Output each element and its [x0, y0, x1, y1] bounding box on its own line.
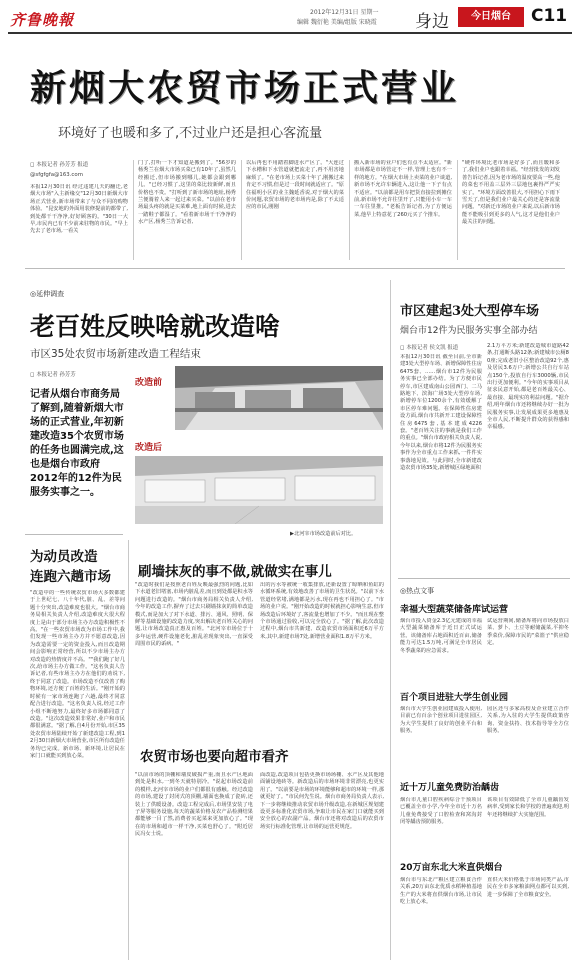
- reform-kicker: [30, 289, 64, 299]
- news-item-col-2: 试运营期间,储备库将向市场投放白菜、萝卜、土豆等耐储蔬菜,平抑冬季菜价,保障市民的"菜篮子"供应稳定。: [487, 618, 569, 647]
- news-item-title: 百个项目进驻大学生创业园: [400, 693, 509, 703]
- lead-byline-text: 本报记者 孙芳芳 报道: [36, 162, 89, 168]
- reform-byline-text: 本报记者 孙芳芳: [36, 372, 76, 378]
- reform-lead: 记者从烟台市商务局了解到,随着新烟大市场的正式营业,年初新建改造35个农贸市场的任务也圆满完成,这也是烟台市政府2012年的12件为民服务实事之一。: [30, 389, 124, 498]
- photo-caption-text: 北河宰市场改造前后对比。: [294, 531, 357, 537]
- newspaper-logo: 齐鲁晚報: [10, 11, 75, 29]
- after-photo: [135, 456, 383, 524]
- reform-headline: 老百姓反映啥就改造啥: [30, 312, 281, 341]
- masthead-rule: [8, 32, 572, 34]
- left-body: "改造中的一些传统农贸市场大多数都建于上世纪七、八十年代,脏、乱、差等问题十分突出,改造难度也很大。"烟台市商务局相关负责人介绍,改造难度大很大程度上是由于部分市场主办方改造积极性不高。"在一些农贸市场改为市场工作中,我们发现一些市场主办方并不愿意改造,因为改造需要一定的资金投入,而且改造期间会影响正常经营,所以不少市场主办方对改造的热情度并不高。""我们跑了好几次,给市场主办方做工作。"这名负责人告诉记者,有些市场主办方在他们的劝说下,终于同意了改造。市场改造不仅改善了购物环境,还方便了百姓的生活。"刚开始的时候有一家市场连跑了六趟,最终才同意配合进行改造。"这名负责人说,经过工作小组不断地努力,最终好多市场都同意了改造。"这次改造效果非常好,业户和市民都很满意。"据了解,自4月份开始,市区35处农贸市场陆续开始了新建改造工程,到12月30日新烟大市场营业,市区所有改造任务均已完成。新市场、新环境,让居民在家门口就能买到放心菜。: [30, 590, 125, 759]
- right-col-2: 2.1万平方米;新建改造城市道路42条,打通断头路12条;新建城市公厕80座;完成老旧小区整治改造92个,惠及居民3.6万户;新增公共自行车站点150个,投放自行车3000辆,市民出行更加便利。"今年的实事项目从征求民意开始,都是老百姓最关心、最直接、最现实的利益问题。"据介绍,明年烟台市还将继续办好一批为民服务实事,让发展成果更多地惠及全市人民,不断提升群众的获得感和幸福感。: [487, 343, 569, 431]
- left-headline-line-2: 连跑六趟市场: [30, 569, 111, 585]
- column-divider: [457, 160, 458, 260]
- lead-col-2: 门了,打听一下才知道是搬到了。"56岁的杨秀兰在烟大市场买菜已有10年了,虽然几经搬迁,但市场搬到哪儿,她都会跟到哪儿。"已经习惯了,这里的菜比较新鲜,而且价格也不贵。"打听到了新市场的地址,杨秀兰便骑着人来一起过来买菜。"以前在老市场最头疼的就是买菜难,地上面有时候,进去一踏鞋子都湿了。"看着新市场干干净净的水产区,杨秀兰告诉记者,: [138, 160, 236, 226]
- supermarket-col-2: 面改造,改造项目包括更换市场场棚、水产区及其他地面铺设地砖等。新改造后的市场环境非常漂亮,也更实用了。"以前要是市场的环境能够和超市的环境一样,那就更好了。"市民何先生说。烟台市商务局负责人表示,下一步将继续推动农贸市场升级改造,在新城区规划建设更多标准化农贸市场,争取让市民在家门口就能买到安全放心的农副产品。烟台市还将对改造后的农贸市场实行标准化管理,让市场的运营更规范。: [260, 772, 384, 830]
- page-number: C11: [531, 6, 568, 26]
- editors-credit: 编辑 魏衍艳 美编/组版 宋晓霞: [297, 19, 377, 26]
- news-item-col-1: 烟台市与东北产粮区建立粮食合作关系,20万亩东北优质水稻种植基地生产的大米将直供烟台市场,让市民吃上放心米。: [400, 877, 482, 906]
- news-item-col-1: 烟台市投入资金2.3亿元建成的幸福大型蔬菜储备库于近日正式试运营。该储备库占地面积近百亩,储备能力可达1.5万吨,可满足全市居民冬季蔬菜的应急需求。: [400, 618, 482, 654]
- right-byline: [400, 343, 458, 351]
- left-top-rule: [25, 534, 123, 535]
- column-divider: [128, 540, 129, 960]
- right-col-1: 本报12月30日讯 截至目前,全市新建3处大型停车场、新增保障性住房6475套、……烟台市12件为民服务实事已全部办结。为了方便市民停车,市区建成南山公园西门、二马路地下、滨海广场3处大型停车场,新增停车位1200余个,有效缓解了市区停车难问题。在保障性住房建设方面,烟台市共新开工建设保障性住房6475套,基本建成4226套。"老百姓关注的事就是我们工作的重点。"烟台市政府相关负责人说,今年以来,烟台市将12件为民服务实事作为全市重点工作来抓,一件件实事落地见效。与此同时,全市新建改造农贸市场35处,新增城区绿地面积: [400, 354, 482, 472]
- before-photo: [175, 366, 383, 430]
- column-divider: [349, 160, 350, 260]
- column-divider: [390, 280, 391, 960]
- right-headline: 市区建起3处大型停车场: [400, 304, 540, 319]
- right-rule: [398, 578, 570, 579]
- lead-col-5: "硬件环境比老市场是好多了,而且暖和多了,我们业户也跟着幸福。"经营批发的刘发善告诉记者,因为老市场的温度要高一些,他的菜也不用盖三层外三层地包裹得严严实实了。"环境方面改善很大,不用担心下雨下雪天了,但是我们业户最关心的还是客流量问题。"对新迁市场的业户来说,以后新市场能不能吸引到更多的人气,这才是他们业户最关注的问题。: [462, 160, 560, 226]
- wall-col-2: 出的污水等被统一收集排放,还新设置了晾晒和鱼缸的水循环系统,有效地改善了市场的卫生状况。"以前下水管道经常堵,满地都是污水,现在再也不用担心了。"市场的业户说。"刚开始改造的时候就担心影响生意,但市场改造后环境好了,客流量也增加了不少。"而且现在整个市场通过验收,可以完全放心了。"据了解,此次改造过程中,烟台市共新建、改造农贸市场面积近6万平方米,其中,新建市场7处,新增营业面积1.8万平方米。: [260, 582, 384, 640]
- section-name: 身边: [415, 12, 449, 32]
- hot-news-kicker-text: 热点文事: [406, 587, 435, 595]
- lead-headline: 新烟大农贸市场正式营业: [30, 67, 460, 109]
- wall-col-1: "改造时我们是按照老百姓反映最强烈的问题,比如下水道老旧堵塞,市场内脏乱差,而且到处都是积水等问题进行改造的。"烟台市商务局相关负责人介绍,今年的改造工作,摒弃了过去只刷墙抹灰的简单改造模式,而是加大了对下水道、排污、通风、照明、保鲜等基础设施的改造力度,突出解决老百姓关心的问题,让市场改造真正惠及百姓。"北河宰市场位于十多年运营,硬件设施老化,脏乱差现象突出,一直深受周围市民的诟病。": [135, 582, 253, 648]
- right-byline-text: 本报记者 侯文凯 报道: [406, 345, 459, 351]
- reform-subheadline: 市区35处农贸市场新建改造工程结束: [30, 348, 201, 360]
- after-photo-label: 改造后: [135, 443, 163, 453]
- news-item-col-2: 直供大米价格低于市场同类产品,市民在全市多家粮油网点都可以买到,进一步保障了全市粮食安全。: [487, 877, 569, 898]
- caption-bullet-icon: ▶: [290, 531, 294, 537]
- news-item-title: 近十万儿童免费防治龋齿: [400, 783, 500, 793]
- hot-news-kicker: [400, 586, 434, 596]
- news-item-title: 20万亩东北大米直供烟台: [400, 863, 503, 873]
- wall-headline: 刷墙抹灰的事不做,就做实在事儿: [138, 564, 332, 580]
- kicker-bullet-icon: ◎: [400, 587, 407, 595]
- lead-byline: [30, 160, 88, 168]
- byline-camera-icon: ◻: [30, 162, 35, 168]
- lead-col-3: 以后再也不用踏着脚进水产区了。"大连过下水槽和下水管道就把流走了,再不用害地麻烦了。"在老市场上买菜十年了,刚搬过来肯定不习惯,但是过一段时间就适应了。"原住福明小区的业主魏延香说,对于烟大的菜价问题,农贸市场的老市场内是,除了不太适应的市民,刚刚: [246, 160, 344, 211]
- lead-col-1: 本报12月30日讯 经过违建几天的翻迁,老烟大市场"入主新缘交"12月30日新烟大市场正式营业,新市场带来了与众不同的购物体验。"昆安地的外面用装修提前的都带了,到处都干干净净,好好顾客的。"30日一大早,市民内已有不少前来驻物的市民。"早上先去了老市场,一看关: [30, 184, 128, 235]
- lead-email: @sfgfgfa@163.com: [30, 172, 83, 178]
- column-divider: [241, 160, 242, 260]
- section-tag: 今日烟台: [458, 7, 524, 27]
- section-rule: [25, 268, 565, 269]
- news-item-col-1: 烟台市大学生创业园建成投入使用,目前已有百余个创业项目进驻园区,为大学生提供了良好的创业平台和服务。: [400, 706, 482, 735]
- lead-col-4: 搬入新市场的业户们也有点不太适应。"新市场都是市场管定不一样,管理上也有不一样的地方。"在烟大市场上卖菜的业户谈道,新市场不允许车辆进入,这让他一下子有点不适应。"以前都是用车把货直接拉到摊位前,新市场不允许往里开了,只能用小车一车一车往里推。"老板告诉记者,为了方便运菜,他早上特意花了260元买了个推车。: [354, 160, 452, 218]
- news-item-title: 幸福大型蔬菜储备库试运营: [400, 605, 509, 615]
- lead-subheadline: 环境好了也暖和多了,不过业户还是担心客流量: [58, 126, 323, 141]
- byline-camera-icon: ◻: [400, 345, 405, 351]
- news-item-col-1: 烟台市儿童口腔疾病综合干预项目已覆盖全市小学,今年全市近十万名儿童免费接受了口腔检查和窝沟封闭等龋齿预防服务。: [400, 797, 482, 826]
- right-subheadline: 烟台市12件为民服务实事全部办结: [400, 326, 538, 336]
- news-item-col-2: 园区还与多家高校及企业建立合作关系,为入驻的大学生提供政策咨询、资金扶持、技术指导等全方位服务。: [487, 706, 569, 735]
- photo-caption: [290, 530, 356, 537]
- before-photo-label: 改造前: [135, 378, 163, 388]
- issue-date: 2012年12月31日 星期一: [310, 9, 379, 16]
- reform-kicker-text: 延伸调查: [36, 290, 65, 298]
- news-item-col-2: 该项目有效降低了全市儿童龋齿发病率,受到家长和学校的普遍欢迎,明年还将继续扩大实施范围。: [487, 797, 569, 818]
- column-divider: [133, 160, 134, 260]
- supermarket-headline: 农贸市场也要向超市看齐: [140, 749, 289, 765]
- kicker-bullet-icon: ◎: [30, 290, 37, 298]
- reform-byline: [30, 370, 76, 378]
- left-headline-line-1: 为动员改造: [30, 549, 98, 565]
- supermarket-col-1: "以前市场的顶棚和墙皮破损严重,而且水产区地面到处是积水,一到冬天就特别冷。"说起市场改造前的模样,北河宰市场的业户们都很有感触。经过改造的市场,建设了封闭式的顶棚,墙面也换成了瓷砖,还装上了供暖设备。改造工程完成后,市场里安装了电子屏等服务设施,每天的蔬菜价格及农产品检测结果都能够一目了然,消费者买起菜来更加放心了。"现在的市场和超市一样干净,买菜也舒心了。"附近居民冯女士说。: [135, 772, 253, 838]
- byline-camera-icon: ◻: [30, 372, 35, 378]
